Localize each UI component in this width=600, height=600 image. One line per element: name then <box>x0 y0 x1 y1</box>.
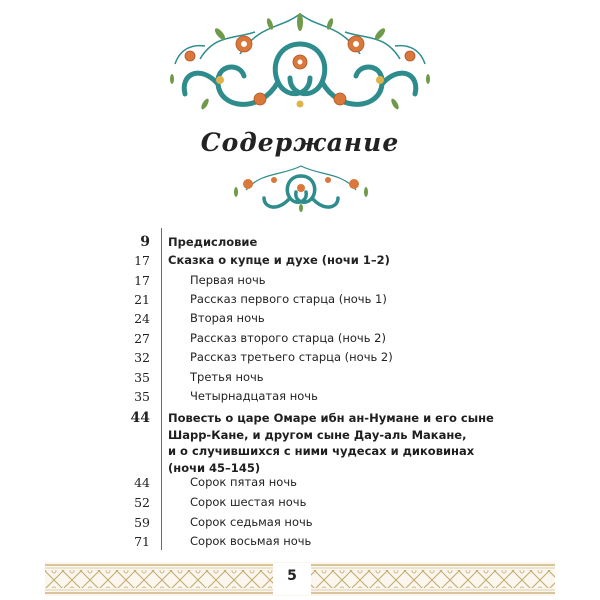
toc-page-number: 52 <box>134 495 150 510</box>
toc-page-number: 32 <box>134 350 150 365</box>
toc-title: Сорок седьмая ночь <box>190 515 313 529</box>
page-number-box <box>273 563 311 595</box>
toc-page-number: 59 <box>134 515 150 530</box>
toc-title: Сказка о купце и духе (ночи 1–2) <box>168 253 390 267</box>
toc-entry[interactable] <box>0 475 600 495</box>
toc-title-line: Повесть о царе Омаре ибн ан-Нумане и его сыне <box>168 411 494 425</box>
toc-title-line: Шарр-Кане, и другом сыне Дау-аль Макане, <box>168 427 467 442</box>
toc-page-number: 17 <box>134 253 150 268</box>
toc-entry[interactable] <box>0 311 600 331</box>
toc-title: Сорок пятая ночь <box>190 475 297 489</box>
toc-page-number: 17 <box>134 273 150 288</box>
toc-title: Четырнадцатая ночь <box>190 389 318 403</box>
toc-entry[interactable] <box>0 253 600 273</box>
toc-entry[interactable] <box>0 389 600 409</box>
toc-title: Предисловие <box>168 235 258 249</box>
toc-title: Вторая ночь <box>190 311 265 325</box>
toc-title: Рассказ первого старца (ночь 1) <box>190 292 387 306</box>
toc-page-number: 24 <box>134 311 150 326</box>
toc-title-multiline <box>168 410 494 476</box>
toc-entry[interactable] <box>0 273 600 293</box>
toc-page-number: 35 <box>134 389 150 404</box>
toc-entry-story[interactable] <box>0 410 600 476</box>
toc-entry[interactable] <box>0 495 600 515</box>
toc-page-number: 44 <box>130 410 150 426</box>
toc-entry[interactable] <box>0 350 600 370</box>
toc-entry[interactable] <box>0 370 600 390</box>
toc-page-number: 27 <box>134 331 150 346</box>
toc-page-number: 21 <box>134 292 150 307</box>
toc-title-line: (ночи 45–145) <box>168 460 261 475</box>
toc-title: Первая ночь <box>190 273 266 287</box>
toc-title-line: и о случившихся с ними чудесах и диковинах <box>168 444 475 458</box>
toc-page-number: 35 <box>134 370 150 385</box>
toc-title: Рассказ второго старца (ночь 2) <box>190 331 386 345</box>
toc-page-number: 71 <box>134 534 150 549</box>
page-number: 5 <box>287 568 297 584</box>
toc-page-number: 44 <box>134 475 150 490</box>
toc-entry[interactable] <box>0 515 600 535</box>
toc-title: Сорок шестая ночь <box>190 495 307 509</box>
top-arabesque-ornament <box>160 4 440 120</box>
toc-title: Третья ночь <box>190 370 264 384</box>
toc-title: Сорок восьмая ночь <box>190 534 312 548</box>
page-title: Содержание <box>200 128 400 157</box>
toc-title: Рассказ третьего старца (ночь 2) <box>190 350 393 364</box>
toc-page-number: 9 <box>140 234 150 250</box>
toc-entry[interactable] <box>0 534 600 554</box>
toc-entry[interactable] <box>0 234 600 254</box>
title-arabesque-ornament <box>226 162 376 214</box>
toc-entry[interactable] <box>0 331 600 351</box>
toc-entry[interactable] <box>0 292 600 312</box>
